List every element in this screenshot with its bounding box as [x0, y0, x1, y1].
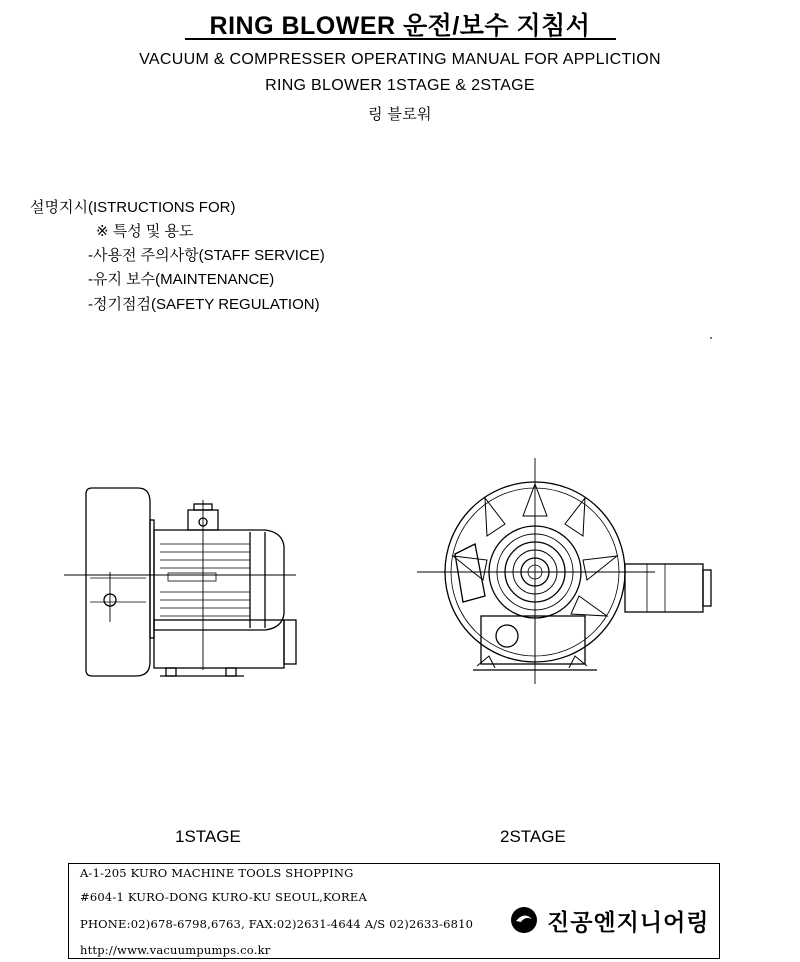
contents-item-inspection: -정기점검(SAFETY REGULATION) [88, 296, 320, 313]
contents-item-maintenance: -유지 보수(MAINTENANCE) [88, 271, 275, 288]
footer-phone-line: PHONE:02)678-6798,6763, FAX:02)2631-4644 A/S 02)2633-6810 [80, 917, 474, 931]
stray-mark [710, 337, 712, 339]
subtitle-line-2: RING BLOWER 1STAGE & 2STAGE [265, 77, 535, 94]
subtitle-line-1: VACUUM & COMPRESSER OPERATING MANUAL FOR APPLICTION [139, 51, 661, 68]
title-underline [185, 38, 616, 40]
footer-address-line-1: A-1-205 KURO MACHINE TOOLS SHOPPING [80, 866, 354, 880]
two-stage-blower-drawing [415, 456, 715, 686]
contents-heading: 설명지시(ISTRUCTIONS FOR) [30, 199, 236, 216]
company-logo-icon [510, 906, 538, 934]
caption-1stage: 1STAGE [175, 827, 241, 846]
one-stage-blower-drawing [60, 480, 310, 690]
company-name: 진공엔지니어링 [547, 909, 710, 936]
contents-item-characteristics: ※ 특성 및 용도 [96, 223, 194, 240]
subtitle-line-3: 링 블로워 [368, 106, 432, 123]
footer-address-line-2: #604-1 KURO-DONG KURO-KU SEOUL,KOREA [80, 890, 368, 904]
caption-2stage: 2STAGE [500, 827, 566, 846]
contents-item-precautions: -사용전 주의사항(STAFF SERVICE) [88, 247, 325, 264]
footer-website-link[interactable]: http://www.vacuumpumps.co.kr [80, 943, 271, 957]
page-title: RING BLOWER 운전/보수 지침서 [209, 12, 591, 40]
